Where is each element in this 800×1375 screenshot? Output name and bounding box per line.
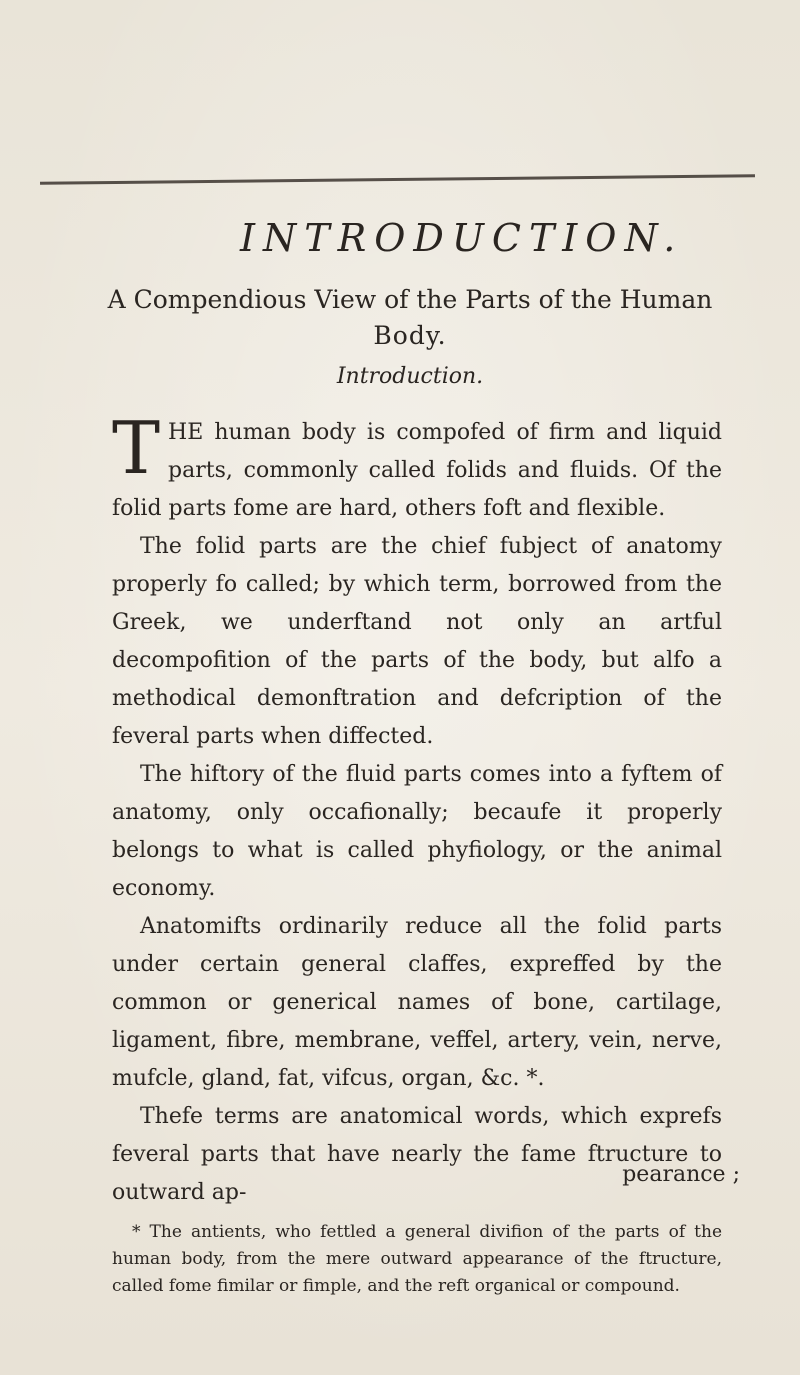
section-title-line-2: Body. [373, 321, 447, 350]
paragraph-3: The hiftory of the fluid parts comes into a fyftem of anatomy, only occafionally; becaufe it properly belongs to what is called phyfiology, or the animal economy. [112, 762, 722, 901]
header-rule [40, 174, 755, 184]
catchword: pearance ; [622, 1162, 740, 1187]
paragraph-4: Anatomifts ordinarily reduce all the folid parts under certain general claffes, expreffed by the common or generical names of bone, cartilage, ligament, fibre, membrane, veffel, artery, vein, nerve, mufcle, gland, fat, vifcus, organ, &c. *. [112, 914, 722, 1091]
paragraph-5: Thefe terms are anatomical words, which exprefs feveral parts that have nearly the fame ftructure to outward ap- [112, 1104, 722, 1205]
paragraph-1-text: HE human body is compofed of firm and liquid parts, commonly called folids and fluids. Of the folid parts fome are hard, others foft and flexible. [112, 420, 722, 521]
section-title [60, 282, 760, 354]
body-text [112, 406, 722, 1212]
running-head: INTRODUCTION. [240, 216, 684, 260]
paragraph-1 [112, 406, 722, 528]
section-title-line-1: A Compendious View of the Parts of the Human [107, 285, 713, 314]
footnote: * The antients, who fettled a general divifion of the parts of the human body, from the mere outward appearance of the ftructure, called fome fimilar or fimple, and the reft organical or compound. [112, 1222, 722, 1296]
section-subtitle: Introduction. [336, 364, 484, 389]
paragraph-2: The folid parts are the chief fubject of anatomy properly fo called; by which term, borrowed from the Greek, we underftand not only an artful decompofition of the parts of the body, but alfo a methodical demonftration and defcription of the feveral parts when diffected. [112, 534, 722, 749]
drop-cap: T [112, 406, 161, 490]
